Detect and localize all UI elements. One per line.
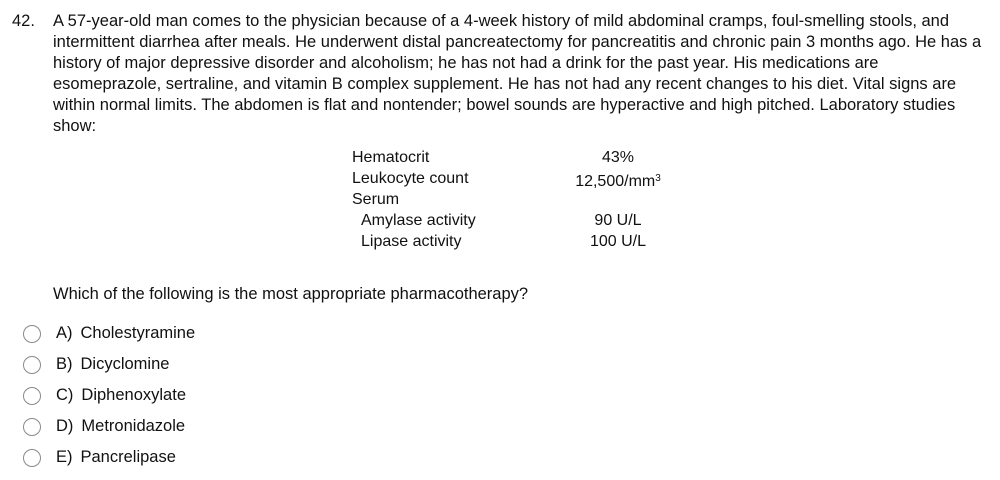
question-prompt: Which of the following is the most appropriate pharmacotherapy?	[53, 285, 529, 303]
option-text: Dicyclomine	[80, 355, 170, 373]
answer-option-c[interactable]	[23, 380, 195, 411]
option-text: Pancrelipase	[80, 448, 176, 466]
option-text: Diphenoxylate	[81, 386, 186, 404]
lab-value: 43%	[601, 149, 635, 166]
lab-name: Hematocrit	[352, 149, 430, 166]
lab-row-lipase	[352, 231, 672, 252]
option-letter: E)	[56, 448, 73, 466]
option-letter: C)	[56, 386, 74, 404]
answer-option-d[interactable]	[23, 411, 195, 442]
option-text: Metronidazole	[81, 417, 186, 435]
answer-option-e[interactable]	[23, 442, 195, 473]
option-letter: B)	[56, 355, 73, 373]
option-letter: D)	[56, 417, 74, 435]
option-letter: A)	[56, 324, 73, 342]
radio-button[interactable]	[23, 325, 41, 343]
question-block	[12, 11, 987, 137]
radio-button[interactable]	[23, 387, 41, 405]
lab-row-amylase	[352, 210, 672, 231]
lab-row-serum	[352, 189, 672, 210]
lab-name: Lipase activity	[361, 233, 462, 250]
lab-value: 90 U/L	[594, 212, 642, 229]
lab-name: Amylase activity	[361, 212, 476, 229]
lab-row-hematocrit	[352, 147, 672, 168]
lab-section-label: Serum	[352, 191, 400, 208]
answer-option-b[interactable]	[23, 349, 195, 380]
answer-option-a[interactable]	[23, 318, 195, 349]
radio-button[interactable]	[23, 418, 41, 436]
radio-button[interactable]	[23, 356, 41, 374]
question-stem: A 57-year-old man comes to the physician because of a 4-week history of mild abdominal cramps, foul-smelling stools, and intermittent diarrhea after meals. He underwent distal pancreatectomy for pancreatitis and chronic pain 3 months ago. He has a history of major depressive disorder and alcoholism; he has not had a drink for the past year. His medications are esomeprazole, sertraline, and vitamin B complex supplement. He has not had any recent changes to his diet. Vital signs are within normal limits. The abdomen is flat and nontender; bowel sounds are hyperactive and high pitched. Laboratory studies show:	[53, 12, 982, 135]
option-text: Cholestyramine	[80, 324, 196, 342]
lab-name: Leukocyte count	[352, 170, 469, 187]
lab-value-superscript: 3	[655, 173, 661, 184]
answer-options	[23, 318, 195, 473]
radio-button[interactable]	[23, 449, 41, 467]
lab-row-leukocyte-count	[352, 168, 672, 189]
lab-value: 100 U/L	[589, 233, 647, 250]
lab-value-text: 12,500/mm	[575, 173, 656, 190]
lab-results-table	[352, 147, 672, 252]
question-number: 42.	[12, 12, 35, 30]
